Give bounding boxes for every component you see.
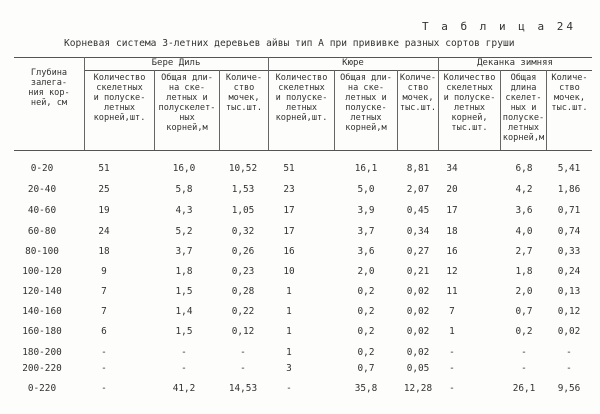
value-cell: 0,02 [406, 326, 430, 337]
value-cell: 41,2 [172, 383, 196, 394]
value-cell: 0,2 [515, 326, 533, 337]
value-cell: 3 [286, 363, 292, 374]
depth-cell: 0-220 [27, 383, 57, 394]
value-cell: 7 [449, 306, 455, 317]
subcol-header: Количество скелетных и полуске- летных корней,шт. [275, 73, 328, 123]
value-cell: 0,26 [231, 246, 255, 257]
value-cell: 19 [98, 205, 110, 216]
group-header-bere-dil: Бере Диль [151, 58, 201, 68]
value-cell: 10 [283, 266, 295, 277]
value-cell: 1,05 [231, 205, 255, 216]
value-cell: 1 [286, 306, 292, 317]
value-cell: 3,7 [357, 226, 375, 237]
subcol-header: Количество скелетных и полуске- летных корней,шт. [93, 73, 146, 123]
value-cell: 4,3 [175, 205, 193, 216]
value-cell: 1,53 [231, 184, 255, 195]
value-cell: 6,8 [515, 163, 533, 174]
value-cell: - [449, 347, 455, 358]
value-cell: 5,0 [357, 184, 375, 195]
value-cell: 1,5 [175, 286, 193, 297]
depth-cell: 60-80 [27, 226, 57, 237]
value-cell: 1 [286, 286, 292, 297]
value-cell: 26,1 [512, 383, 536, 394]
value-cell: - [101, 383, 107, 394]
value-cell: 3,7 [175, 246, 193, 257]
depth-cell: 40-60 [27, 205, 57, 216]
value-cell: 6 [101, 326, 107, 337]
value-cell: 14,53 [228, 383, 258, 394]
value-cell: - [240, 363, 246, 374]
depth-cell: 160-180 [22, 326, 62, 337]
value-cell: 0,24 [557, 266, 581, 277]
value-cell: - [181, 363, 187, 374]
value-cell: - [566, 363, 572, 374]
value-cell: - [521, 347, 527, 358]
value-cell: 0,34 [406, 226, 430, 237]
value-cell: 17 [283, 205, 295, 216]
value-cell: 34 [446, 163, 458, 174]
value-cell: 16,1 [354, 163, 378, 174]
value-cell: 0,33 [557, 246, 581, 257]
value-cell: 9 [101, 266, 107, 277]
value-cell: - [449, 363, 455, 374]
value-cell: - [286, 383, 292, 394]
value-cell: 25 [98, 184, 110, 195]
value-cell: 0,2 [357, 347, 375, 358]
subcol-header: Количество скелетных и полуске- летных корней, тыс.шт. [443, 73, 496, 133]
value-cell: 4,0 [515, 226, 533, 237]
value-cell: 1,4 [175, 306, 193, 317]
value-cell: 0,7 [357, 363, 375, 374]
value-cell: 12,28 [403, 383, 433, 394]
value-cell: - [521, 363, 527, 374]
value-cell: 0,27 [406, 246, 430, 257]
subcol-header: Количе- ство мочек, тыс.шт. [551, 73, 588, 113]
value-cell: 1 [286, 347, 292, 358]
value-cell: 35,8 [354, 383, 378, 394]
value-cell: 0,2 [357, 326, 375, 337]
value-cell: 2,07 [406, 184, 430, 195]
value-cell: 0,02 [406, 306, 430, 317]
value-cell: 0,23 [231, 266, 255, 277]
subcol-header: Количе- ство мочек, тыс.шт. [225, 73, 263, 113]
value-cell: 0,71 [557, 205, 581, 216]
value-cell: 16 [446, 246, 458, 257]
value-cell: 0,74 [557, 226, 581, 237]
value-cell: 1 [449, 326, 455, 337]
value-cell: - [449, 383, 455, 394]
value-cell: 0,12 [231, 326, 255, 337]
value-cell: 0,2 [357, 286, 375, 297]
value-cell: 8,81 [406, 163, 430, 174]
value-cell: - [101, 347, 107, 358]
value-cell: 3,9 [357, 205, 375, 216]
value-cell: 1,8 [515, 266, 533, 277]
value-cell: 18 [446, 226, 458, 237]
value-cell: 0,05 [406, 363, 430, 374]
value-cell: 18 [98, 246, 110, 257]
value-cell: 16,0 [172, 163, 196, 174]
group-header-kyure: Кюре [342, 58, 364, 68]
depth-cell: 200-220 [22, 363, 62, 374]
value-cell: - [566, 347, 572, 358]
value-cell: - [181, 347, 187, 358]
group-rule [84, 70, 592, 71]
value-cell: 0,22 [231, 306, 255, 317]
value-cell: 5,41 [557, 163, 581, 174]
value-cell: 5,2 [175, 226, 193, 237]
depth-cell: 180-200 [22, 347, 62, 358]
value-cell: 17 [446, 205, 458, 216]
value-cell: 0,28 [231, 286, 255, 297]
depth-cell: 100-120 [22, 266, 62, 277]
value-cell: 0,12 [557, 306, 581, 317]
depth-cell: 20-40 [27, 184, 57, 195]
depth-cell: 120-140 [22, 286, 62, 297]
value-cell: 1,5 [175, 326, 193, 337]
subcol-header: Общая дли- на ске- летных и полуске- летных корней,м [340, 73, 392, 133]
value-cell: 0,13 [557, 286, 581, 297]
value-cell: 2,7 [515, 246, 533, 257]
value-cell: 17 [283, 226, 295, 237]
value-cell: 23 [283, 184, 295, 195]
subcol-header: Общая длина скелет- ных и полуске- летных корней,м [502, 73, 545, 143]
depth-column-header: Глубина залега- ния кор- ней, см [28, 68, 70, 108]
depth-cell: 140-160 [22, 306, 62, 317]
value-cell: 7 [101, 306, 107, 317]
value-cell: 10,52 [228, 163, 258, 174]
value-cell: 51 [283, 163, 295, 174]
value-cell: 1,8 [175, 266, 193, 277]
table-number: Т а б л и ц а 24 [422, 20, 576, 33]
value-cell: 5,8 [175, 184, 193, 195]
header-bottom-rule [14, 150, 592, 151]
value-cell: 16 [283, 246, 295, 257]
subcol-header: Общая дли- на ске- летных и полускелет- ных корней,м [158, 73, 216, 133]
value-cell: 51 [98, 163, 110, 174]
value-cell: 12 [446, 266, 458, 277]
value-cell: 24 [98, 226, 110, 237]
value-cell: 11 [446, 286, 458, 297]
value-cell: 2,0 [515, 286, 533, 297]
group-header-dekanka: Деканка зимняя [477, 58, 553, 68]
value-cell: 2,0 [357, 266, 375, 277]
value-cell: 20 [446, 184, 458, 195]
value-cell: 4,2 [515, 184, 533, 195]
value-cell: 0,32 [231, 226, 255, 237]
subcol-header: Количе- ство мочек, тыс.шт. [399, 73, 437, 113]
value-cell: 1 [286, 326, 292, 337]
value-cell: 0,02 [406, 286, 430, 297]
value-cell: 1,86 [557, 184, 581, 195]
value-cell: 0,21 [406, 266, 430, 277]
value-cell: 3,6 [515, 205, 533, 216]
value-cell: 7 [101, 286, 107, 297]
depth-cell: 0-20 [30, 163, 54, 174]
value-cell: 0,02 [406, 347, 430, 358]
value-cell: - [101, 363, 107, 374]
value-cell: 9,56 [557, 383, 581, 394]
value-cell: 0,02 [557, 326, 581, 337]
value-cell: 0,7 [515, 306, 533, 317]
table-caption: Корневая система 3-летних деревьев айвы тип А при прививке разных сортов груши [64, 38, 515, 49]
value-cell: 0,45 [406, 205, 430, 216]
value-cell: - [240, 347, 246, 358]
value-cell: 0,2 [357, 306, 375, 317]
value-cell: 3,6 [357, 246, 375, 257]
depth-cell: 80-100 [25, 246, 59, 257]
